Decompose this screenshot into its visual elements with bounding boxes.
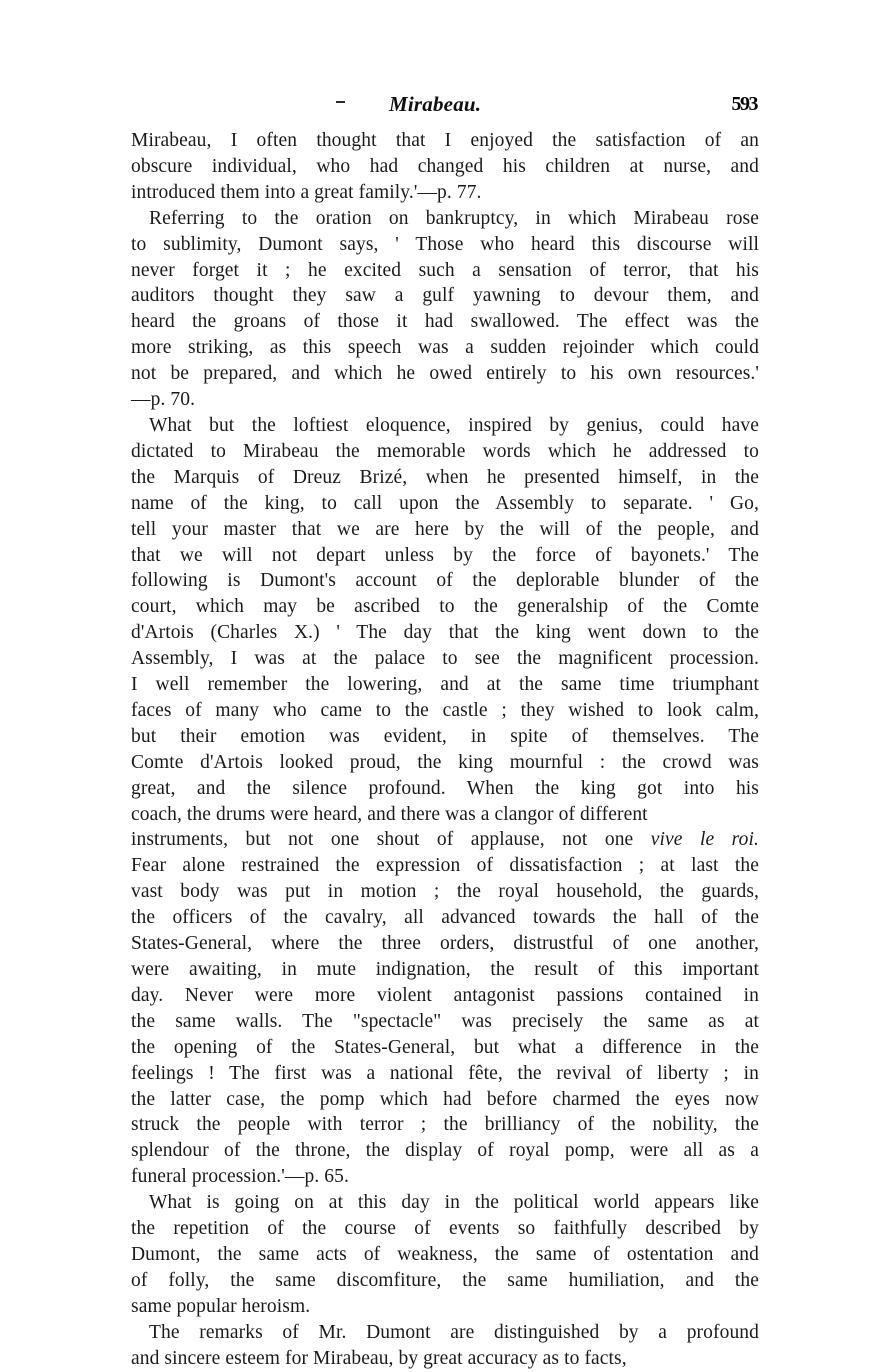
text-line: d'Artois (Charles X.) ' The day that the king went down to the: [131, 622, 759, 644]
text-line: auditors thought they saw a gulf yawning to devour them, and: [131, 285, 759, 307]
text-line: funeral procession.'—p. 65.: [131, 1166, 349, 1188]
text-line: coach, the drums were heard, and there was a clangor of different: [131, 803, 648, 825]
text-line: faces of many who came to the castle ; they wished to look calm,: [131, 699, 759, 721]
text-line: splendour of the throne, the display of royal pomp, were all as a: [131, 1140, 759, 1162]
page-number: 593: [731, 93, 757, 115]
text-line: I well remember the lowering, and at the same time triumphant: [131, 674, 759, 696]
text-line: following is Dumont's account of the deplorable blunder of the: [131, 570, 759, 592]
text-line: introduced them into a great family.'—p. 77.: [131, 181, 482, 203]
text-line: and sincere esteem for Mirabeau, by great accuracy as to facts,: [131, 1347, 627, 1369]
text-line: dictated to Mirabeau the memorable words which he addressed to: [131, 440, 759, 462]
body-text: [131, 128, 759, 1372]
paragraph: [131, 413, 759, 828]
text-line: the officers of the cavalry, all advanced towards the hall of the: [131, 907, 759, 929]
text-line: the opening of the States-General, but what a difference in the: [131, 1036, 759, 1058]
text-line: day. Never were more violent antagonist passions contained in: [131, 984, 759, 1006]
text-line: the Marquis of Dreuz Brizé, when he presented himself, in the: [131, 466, 759, 488]
text-line: Mirabeau, I often thought that I enjoyed the satisfaction of an: [131, 130, 759, 151]
text-line: obscure individual, who had changed his children at nurse, and: [131, 155, 759, 177]
paragraph: [131, 128, 759, 206]
text-line: the same walls. The "spectacle" was precisely the same as at: [131, 1010, 759, 1032]
text-line: that we will not depart unless by the force of bayonets.' The: [131, 544, 759, 566]
paragraph: [131, 1320, 759, 1372]
text-line: heard the groans of those it had swallowed. The effect was the: [131, 311, 759, 333]
text-line: Comte d'Artois looked proud, the king mournful : the crowd was: [131, 751, 759, 773]
text-line: name of the king, to call upon the Assembly to separate. ' Go,: [131, 492, 759, 514]
text-line: —p. 70.: [131, 389, 196, 411]
text-line: the repetition of the course of events so faithfully described by: [131, 1218, 759, 1240]
running-head: [131, 92, 757, 120]
text-line: What but the loftiest eloquence, inspired by genius, could have: [149, 414, 759, 436]
text-line: to sublimity, Dumont says, ' Those who heard this discourse will: [131, 233, 759, 255]
text-line: more striking, as this speech was a sudden rejoinder which could: [131, 337, 759, 359]
text-line: Fear alone restrained the expression of dissatisfaction ; at last the: [131, 855, 759, 877]
text-line: tell your master that we are here by the will of the people, and: [131, 518, 759, 540]
text-line: Referring to the oration on bankruptcy, in which Mirabeau rose: [149, 207, 759, 229]
paragraph: [131, 853, 759, 1190]
text-line: of folly, the same discomfiture, the same humiliation, and the: [131, 1269, 759, 1291]
text-line: but their emotion was evident, in spite of themselves. The: [131, 725, 759, 747]
page-title: Mirabeau.: [389, 92, 482, 116]
text-line: vast body was put in motion ; the royal household, the guards,: [131, 881, 759, 903]
text-line: not be prepared, and which he owed entirely to his own resources.': [131, 363, 759, 385]
italic-phrase: vive le roi.: [650, 829, 759, 851]
text-line: court, which may be ascribed to the generalship of the Comte: [131, 596, 759, 618]
paragraph: [131, 206, 759, 413]
text-line: the latter case, the pomp which had before charmed the eyes now: [131, 1088, 759, 1110]
text-line: feelings ! The first was a national fête, the revival of liberty ; in: [131, 1062, 759, 1084]
text-line: struck the people with terror ; the brilliancy of the nobility, the: [131, 1114, 759, 1136]
text-line: instruments, but not one shout of applause, not one vive le roi.: [131, 829, 759, 851]
text-line: were awaiting, in mute indignation, the result of this important: [131, 959, 759, 980]
text-line: The remarks of Mr. Dumont are distinguished by a profound: [149, 1321, 759, 1343]
text-line: Dumont, the same acts of weakness, the same of ostentation and: [131, 1243, 759, 1265]
text-line: same popular heroism.: [131, 1295, 311, 1317]
text-line: never forget it ; he excited such a sensation of terror, that his: [131, 259, 759, 281]
text-line: States-General, where the three orders, distrustful of one another,: [131, 933, 759, 955]
paragraph: [131, 827, 759, 853]
text-line: Assembly, I was at the palace to see the magnificent procession.: [131, 648, 759, 670]
text-line: great, and the silence profound. When the king got into his: [131, 777, 759, 799]
text-line: What is going on at this day in the political world appears like: [149, 1192, 759, 1214]
header-dash-mark: [336, 101, 345, 103]
paragraph: [131, 1190, 759, 1320]
